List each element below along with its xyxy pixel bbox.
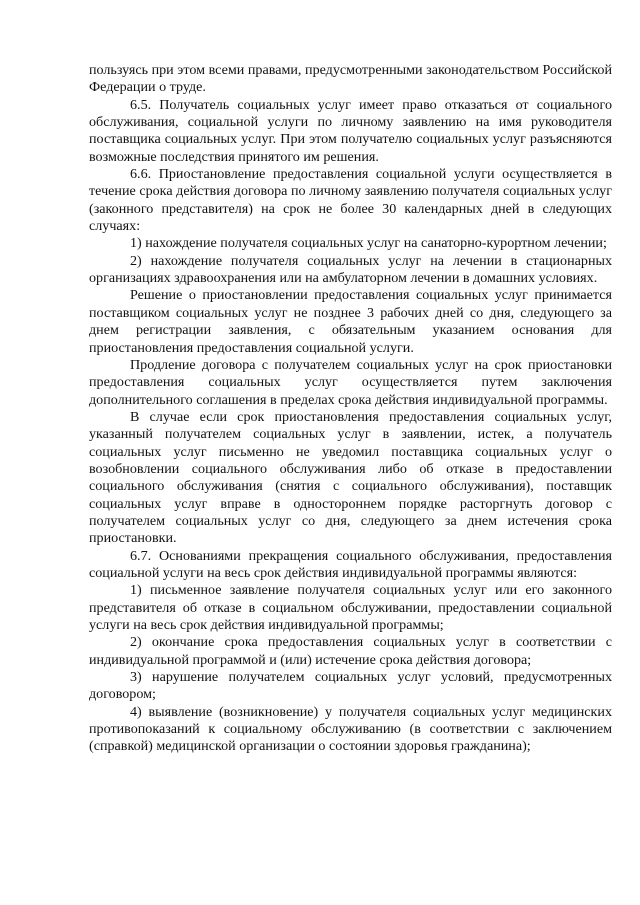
document-page <box>89 62 612 756</box>
list-item-6-6-2: 2) нахождение получателя социальных услуг на лечении в стационарных организациях здравоохранения или на амбулаторном лечении в домашних условиях. <box>89 252 612 287</box>
paragraph-6-5: 6.5. Получатель социальных услуг имеет право отказаться от социального обслуживания, социальной услуги по личному заявлению на имя руководителя поставщика социальных услуг. При этом получателю социальных услуг разъясняются возможные последствия принятого им решения. <box>89 96 612 165</box>
paragraph-suspension-expiry: В случае если срок приостановления предоставления социальных услуг, указанный получателем социальных услуг в заявлении, истек, а получатель социальных услуг письменно не уведомил поставщика социальных услуг о возобновлении социального обслуживания либо об отказе в предоставлении социального обслуживания (снятия с социального обслуживания), поставщик социальных услуг вправе в одностороннем порядке расторгнуть договор с получателем социальных услуг со дня, следующего за днем истечения срока приостановки. <box>89 408 612 547</box>
list-item-6-6-1: 1) нахождение получателя социальных услуг на санаторно-курортном лечении; <box>130 235 607 252</box>
list-item-6-7-1: 1) письменное заявление получателя социальных услуг или его законного представителя об отказе в социальном обслуживании, предоставлении социальной услуги на весь срок действия индивидуальной программы; <box>89 582 612 633</box>
list-item-6-7-4: 4) выявление (возникновение) у получателя социальных услуг медицинских противопоказаний к социальному обслуживанию (в соответствии с заключением (справкой) медицинской организации о состоянии здоровья гражданина); <box>89 703 612 755</box>
paragraph-continuation: пользуясь при этом всеми правами, предусмотренными законодательством Российской Федерации о труде. <box>89 62 612 96</box>
paragraph-suspension-decision: Решение о приостановлении предоставления социальных услуг принимается поставщиком социальных услуг не позднее 3 рабочих дней со дня, следующего за днем регистрации заявления, с обязательным указанием основания для приостановления предоставления социальной услуги. <box>89 287 612 356</box>
paragraph-6-6: 6.6. Приостановление предоставления социальной услуги осуществляется в течение срока действия договора по личному заявлению получателя социальных услуг (законного представителя) на срок не более 30 календарных дней в следующих случаях: <box>89 166 612 235</box>
list-item-6-7-3: 3) нарушение получателем социальных услуг условий, предусмотренных договором; <box>89 669 612 703</box>
list-item-6-7-2: 2) окончание срока предоставления социальных услуг в соответствии с индивидуальной программой и (или) истечение срока действия договора; <box>89 634 612 668</box>
paragraph-6-7: 6.7. Основаниями прекращения социального обслуживания, предоставления социальной услуги на весь срок действия индивидуальной программы являются: <box>89 547 612 581</box>
paragraph-contract-extension: Продление договора с получателем социальных услуг на срок приостановки предоставления социальных услуг осуществляется путем заключения дополнительного соглашения в пределах срока действия индивидуальной программы. <box>89 356 612 408</box>
